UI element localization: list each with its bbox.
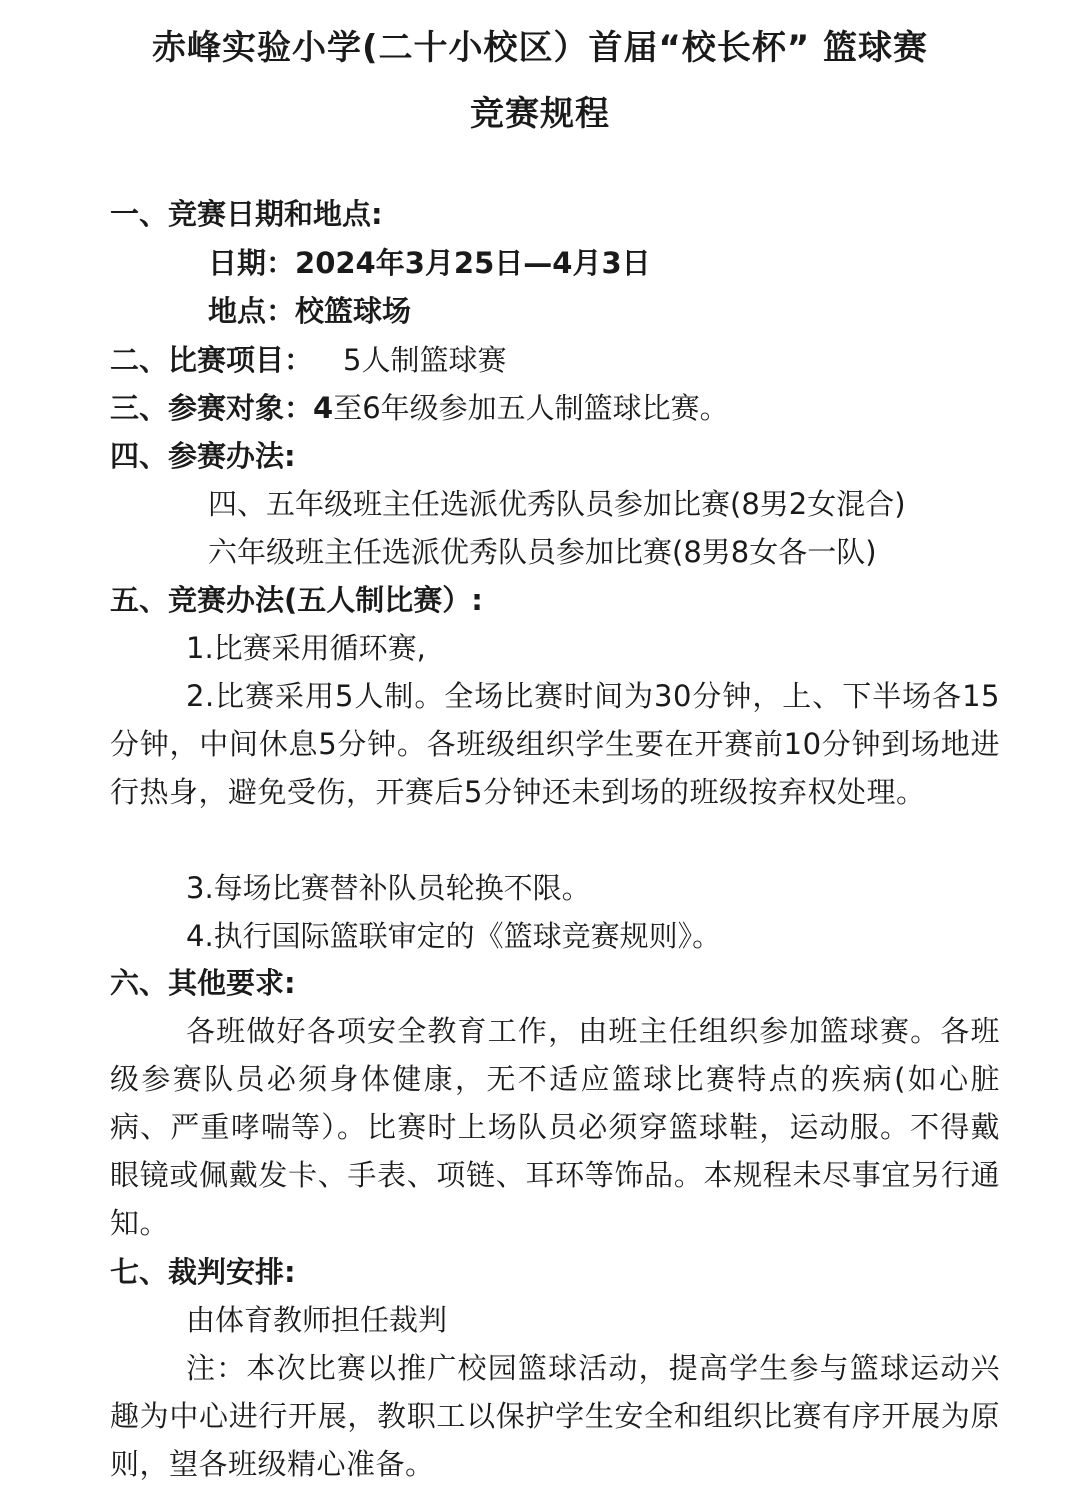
section-4-line-2: 六年级班主任选派优秀队员参加比赛(8男8女各一队) xyxy=(208,535,877,569)
section-6-paragraph: 各班做好各项安全教育工作，由班主任组织参加篮球赛。各班级参赛队员必须身体健康，无不适应篮球比赛特点的疾病(如心脏病、严重哮喘等）。比赛时上场队员必须穿篮球鞋，运动服。不得戴眼镜或佩戴发卡、手表、项链、耳环等饰品。本规程未尽事宜另行通知。 xyxy=(110,1014,1000,1240)
section-5-item-2: 2.比赛采用5人制。全场比赛时间为30分钟，上、下半场各15分钟，中间休息5分钟。各班级组织学生要在开赛前10分钟到场地进行热身，避免受伤，开赛后5分钟还未到场的班级按弃权处理。 xyxy=(110,679,1000,809)
section-5-item-4: 4.执行国际篮联审定的《篮球竞赛规则》。 xyxy=(186,919,722,953)
section-6-heading: 六、其他要求: xyxy=(110,966,296,1000)
section-7-line-1: 由体育教师担任裁判 xyxy=(186,1303,448,1337)
place-value: 校篮球场 xyxy=(295,294,412,328)
section-2-value: 5人制篮球赛 xyxy=(343,343,507,377)
section-2-heading: 二、比赛项目： xyxy=(110,343,314,377)
date-label: 日期： xyxy=(208,246,296,280)
section-7-note: 注：本次比赛以推广校园篮球活动，提高学生参与篮球运动兴趣为中心进行开展，教职工以保护学生安全和组织比赛有序开展为原则，望各班级精心准备。 xyxy=(110,1351,1000,1481)
date-row xyxy=(208,243,651,283)
section-1-heading: 一、竞赛日期和地点: xyxy=(110,197,383,231)
section-5-heading: 五、竞赛办法(五人制比赛）: xyxy=(110,583,483,617)
section-3-value: 至6年级参加五人制篮球比赛。 xyxy=(333,391,729,425)
section-5-item-3: 3.每场比赛替补队员轮换不限。 xyxy=(186,871,591,905)
section-4-line-1: 四、五年级班主任选派优秀队员参加比赛(8男2女混合) xyxy=(208,487,906,521)
section-3-value-bold: 4 xyxy=(313,391,334,425)
section-3-heading: 三、参赛对象： xyxy=(110,391,314,425)
page-subtitle: 竞赛规程 xyxy=(470,94,610,134)
section-3-row xyxy=(110,388,729,428)
place-label: 地点： xyxy=(208,294,296,328)
section-7-heading: 七、裁判安排: xyxy=(110,1255,296,1289)
section-4-heading: 四、参赛办法: xyxy=(110,439,296,473)
page-title: 赤峰实验小学(二十小校区）首届“校长杯” 篮球赛 xyxy=(151,28,929,68)
section-2-row xyxy=(110,340,506,380)
section-5-item-1: 1.比赛采用循环赛, xyxy=(186,631,426,665)
date-value: 2024年3月25日—4月3日 xyxy=(295,246,651,280)
place-row xyxy=(208,291,411,331)
